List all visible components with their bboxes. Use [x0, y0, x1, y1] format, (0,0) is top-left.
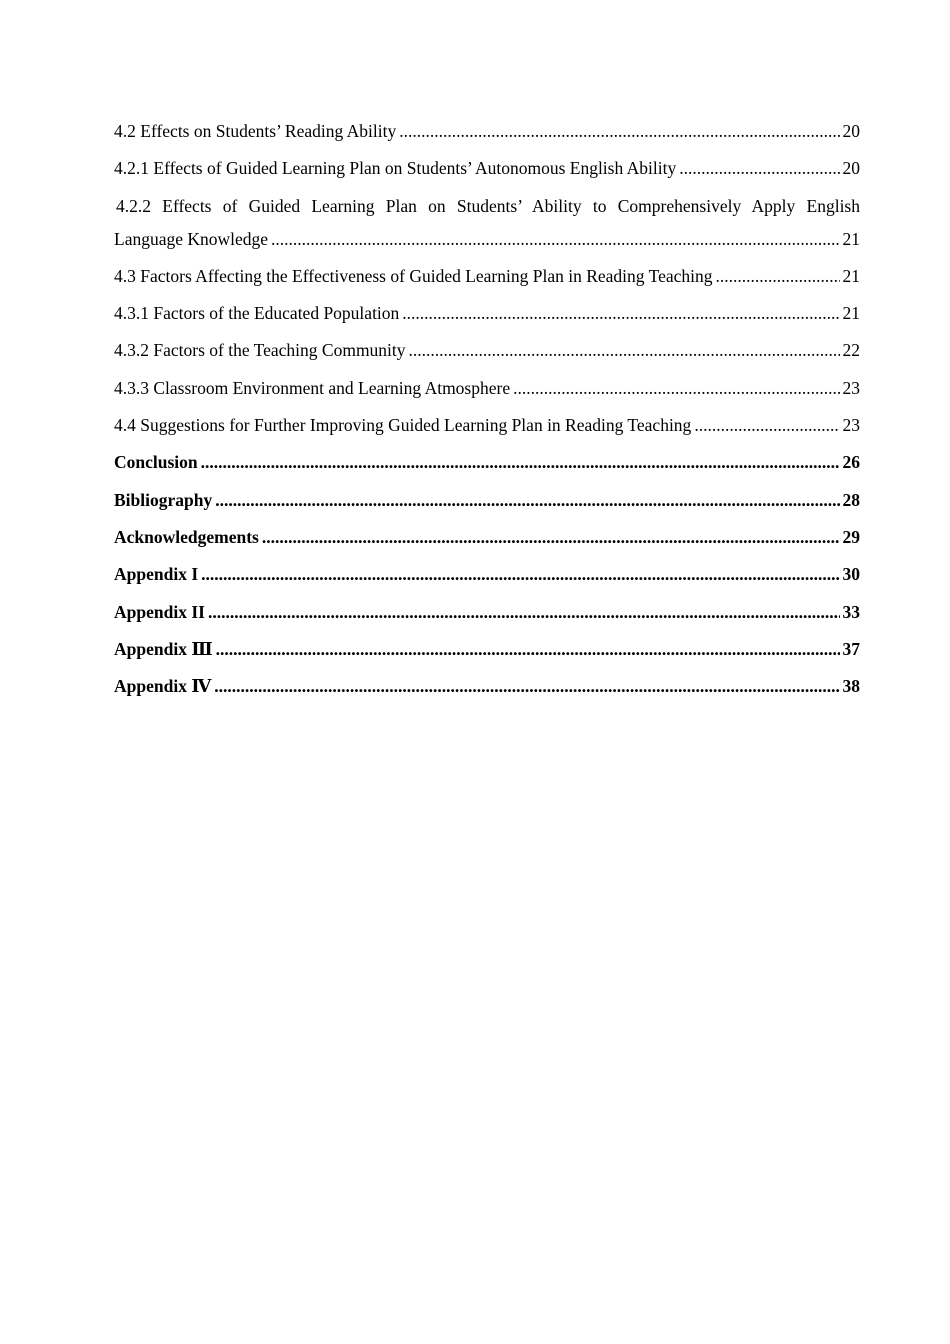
toc-entry-4-2[interactable] — [114, 118, 860, 144]
toc-entry-conclusion[interactable] — [114, 449, 860, 475]
toc-entry-label-line2: Language Knowledge — [114, 228, 269, 249]
toc-page-number: 29 — [842, 526, 860, 547]
toc-page-number: 38 — [842, 676, 860, 697]
toc-page-number: 30 — [842, 564, 860, 585]
toc-entry-label: Appendix Ⅳ — [114, 676, 212, 697]
table-of-contents — [114, 118, 860, 710]
toc-entry-4-3-2[interactable] — [114, 337, 860, 363]
toc-dot-leader — [694, 412, 839, 438]
toc-dot-leader — [201, 561, 839, 587]
toc-dot-leader — [215, 487, 839, 513]
toc-page-number: 23 — [842, 415, 860, 436]
toc-dot-leader — [513, 375, 839, 401]
toc-entry-appendix-3[interactable] — [114, 636, 860, 662]
toc-dot-leader — [715, 263, 839, 289]
toc-page-number: 22 — [842, 340, 860, 361]
toc-entry-label: 4.3 Factors Affecting the Effectiveness of Guided Learning Plan in Reading Teaching — [114, 265, 713, 286]
toc-page-number: 23 — [842, 377, 860, 398]
toc-entry-label: 4.2 Effects on Students’ Reading Ability — [114, 121, 397, 141]
toc-entry-4-4[interactable] — [114, 412, 860, 438]
toc-dot-leader — [208, 599, 840, 625]
toc-page-number: 37 — [842, 638, 860, 659]
toc-entry-label: Conclusion — [114, 452, 198, 473]
toc-entry-label: 4.2.1 Effects of Guided Learning Plan on Students’ Autonomous English Ability — [114, 158, 677, 179]
toc-dot-leader — [271, 226, 839, 252]
toc-entry-label: 4.3.2 Factors of the Teaching Community — [114, 340, 406, 361]
toc-entry-label: Appendix I — [114, 564, 199, 585]
toc-entry-label: 4.3.3 Classroom Environment and Learning Atmosphere — [114, 377, 511, 398]
toc-entry-bibliography[interactable] — [114, 487, 860, 513]
toc-entry-4-3-1[interactable] — [114, 300, 860, 326]
toc-page-number: 21 — [842, 228, 860, 249]
toc-dot-leader — [201, 449, 840, 475]
toc-entry-appendix-4[interactable] — [114, 673, 860, 699]
toc-dot-leader — [409, 337, 840, 363]
toc-dot-leader — [679, 155, 839, 181]
toc-dot-leader — [214, 673, 839, 699]
toc-dot-leader — [402, 300, 839, 326]
toc-dot-leader — [216, 636, 840, 662]
toc-entry-label: 4.3.1 Factors of the Educated Population — [114, 303, 400, 324]
toc-entry-label: Appendix II — [114, 601, 205, 622]
toc-page-number: 21 — [842, 265, 860, 286]
toc-entry-acknowledgements[interactable] — [114, 524, 860, 550]
toc-entry-line2 — [114, 226, 860, 252]
toc-page-number: 20 — [842, 158, 860, 179]
toc-page-number: 21 — [842, 303, 860, 324]
toc-entry-4-2-2[interactable] — [114, 193, 860, 252]
toc-entry-label: 4.4 Suggestions for Further Improving Guided Learning Plan in Reading Teaching — [114, 415, 692, 436]
toc-entry-4-2-1[interactable] — [114, 155, 860, 181]
toc-entry-label: Appendix Ⅲ — [114, 638, 213, 659]
toc-entry-appendix-2[interactable] — [114, 599, 860, 625]
toc-entry-label-line1: 4.2.2 Effects of Guided Learning Plan on Students’ Ability to Comprehensively Apply English — [116, 195, 860, 216]
toc-page-number: 28 — [842, 489, 860, 510]
toc-entry-4-3[interactable] — [114, 263, 860, 289]
toc-entry-4-3-3[interactable] — [114, 375, 860, 401]
toc-entry-appendix-1[interactable] — [114, 561, 860, 587]
toc-dot-leader — [262, 524, 840, 550]
toc-entry-label: Acknowledgements — [114, 526, 259, 547]
toc-page-number: 20 — [842, 121, 860, 141]
toc-entry-label: Bibliography — [114, 489, 213, 510]
toc-dot-leader — [399, 118, 839, 144]
toc-page-number: 33 — [842, 601, 860, 622]
toc-page-number: 26 — [842, 452, 860, 473]
